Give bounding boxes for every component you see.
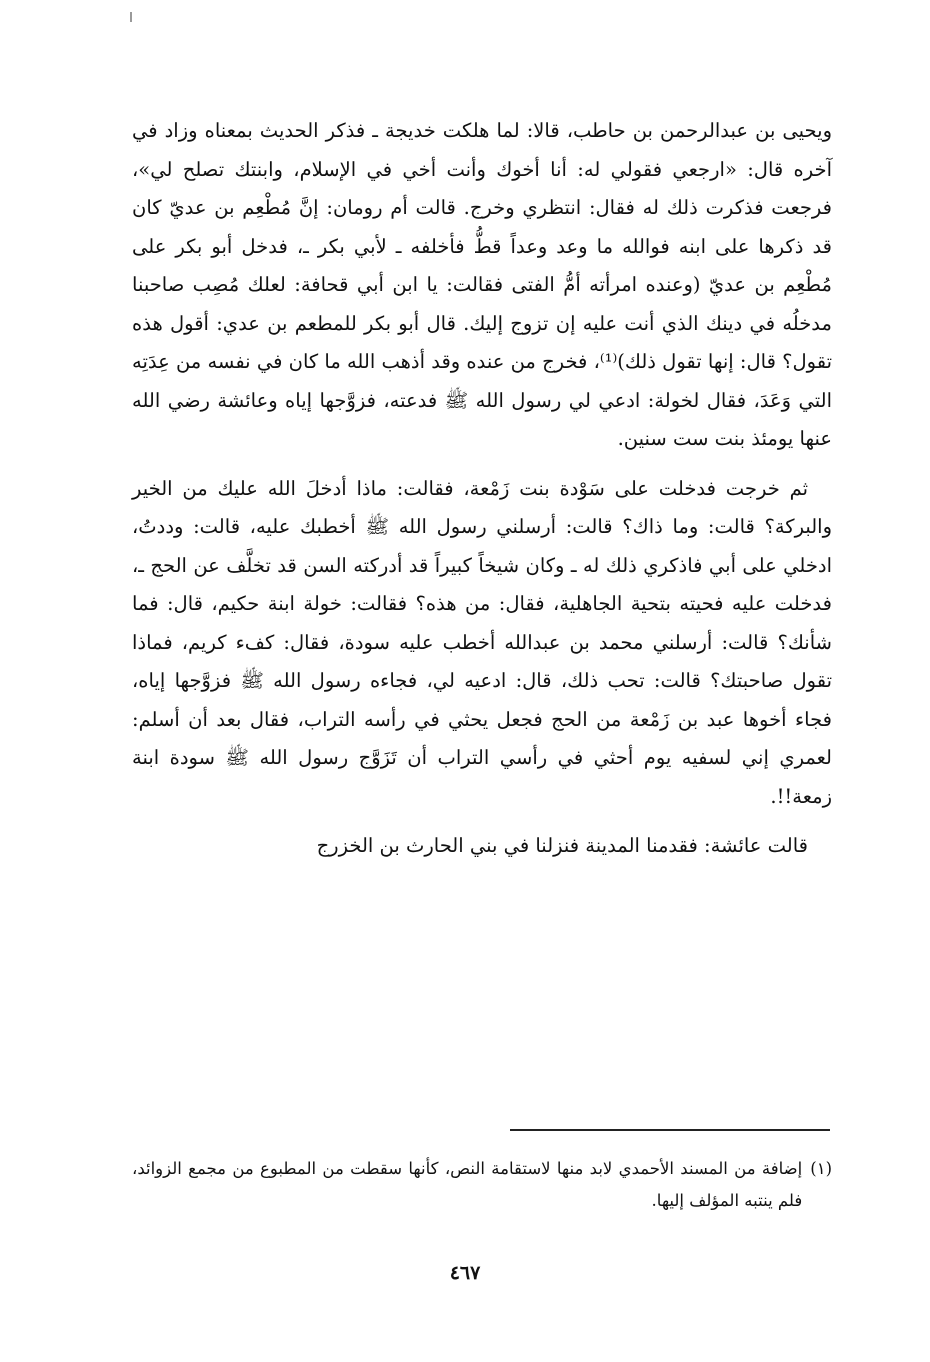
paragraph-1: ويحيى بن عبدالرحمن بن حاطب، قالا: لما هلكت خديجة ـ فذكر الحديث بمعناه وزاد في آخره قال: «ارجعي فقولي له: أنا أخوك وأنت أخي في الإسلام، وابنتك تصلح لي»، فرجعت فذكرت ذلك له فقال: انتظري وخرج. قالت أم رومان: إنَّ مُطْعِم بن عديّ كان قد ذكرها على ابنه فوالله ما وعد وعداً قطُّ فأخلفه ـ لأبي بكر ـ، فدخل أبو بكر على مُطْعِم بن عديّ (وعنده امرأته أمُّ الفتى فقالت: يا ابن أبي قحافة: لعلك مُصِب صاحبنا مدخلُه في دينك الذي أنت عليه إن تزوج إليك. قال أبو بكر للمطعم بن عدي: أقول هذه تقول؟ قال: إنها تقول ذلك)⁽¹⁾، فخرج من عنده وقد أذهب الله ما كان في نفسه من عِدَتِه التي وَعَدَ، فقال لخولة: ادعي لي رسول الله ﷺ فدعته، فزوَّجها إياه وعائشة رضي الله عنها يومئذ بنت ست سنين. bbox=[132, 119, 832, 450]
page-number: ٤٦٧ bbox=[449, 1262, 481, 1284]
footnote-1 bbox=[132, 1153, 832, 1217]
paragraph-3: قالت عائشة: فقدمنا المدينة فنزلنا في بني الحارث بن الخزرج bbox=[316, 834, 808, 857]
footnote-marker: (١) bbox=[810, 1159, 832, 1178]
footnote-separator bbox=[510, 1129, 830, 1131]
scan-speck bbox=[130, 12, 132, 22]
main-text bbox=[132, 112, 832, 866]
footnotes bbox=[132, 1153, 832, 1217]
paragraph-2: ثم خرجت فدخلت على سَوْدة بنت زَمْعة، فقالت: ماذا أدخلَ الله عليك من الخير والبركة؟ قالت: وما ذاك؟ قالت: أرسلني رسول الله ﷺ أخطبك عليه، قالت: وددتُ، ادخلي على أبي فاذكري ذلك له ـ وكان شيخاً كبيراً قد أدركته السن قد تخلَّف عن الحج ـ، فدخلت عليه فحيته بتحية الجاهلية، فقال: من هذه؟ فقالت: خولة ابنة حكيم، قال: فما شأنك؟ قالت: أرسلني محمد بن عبدالله أخطب عليه سودة، فقال: كفء كريم، فماذا تقول صاحبتك؟ قالت: تحب ذلك، قال: ادعيه لي، فجاءه رسول الله ﷺ فزوَّجها إياه، فجاء أخوها عبد بن زَمْعة من الحج فجعل يحثي في رأسه التراب، فقال بعد أن أسلم: لعمري إني لسفيه يوم أحثي في رأسي التراب أن تَزَوَّج رسول الله ﷺ سودة ابنة زمعة!!. bbox=[132, 476, 832, 808]
footnote-text: إضافة من المسند الأحمدي لابد منها لاستقامة النص، كأنها سقطت من المطبوع من مجمع الزوائد، فلم ينتبه المؤلف إليها. bbox=[132, 1159, 803, 1210]
